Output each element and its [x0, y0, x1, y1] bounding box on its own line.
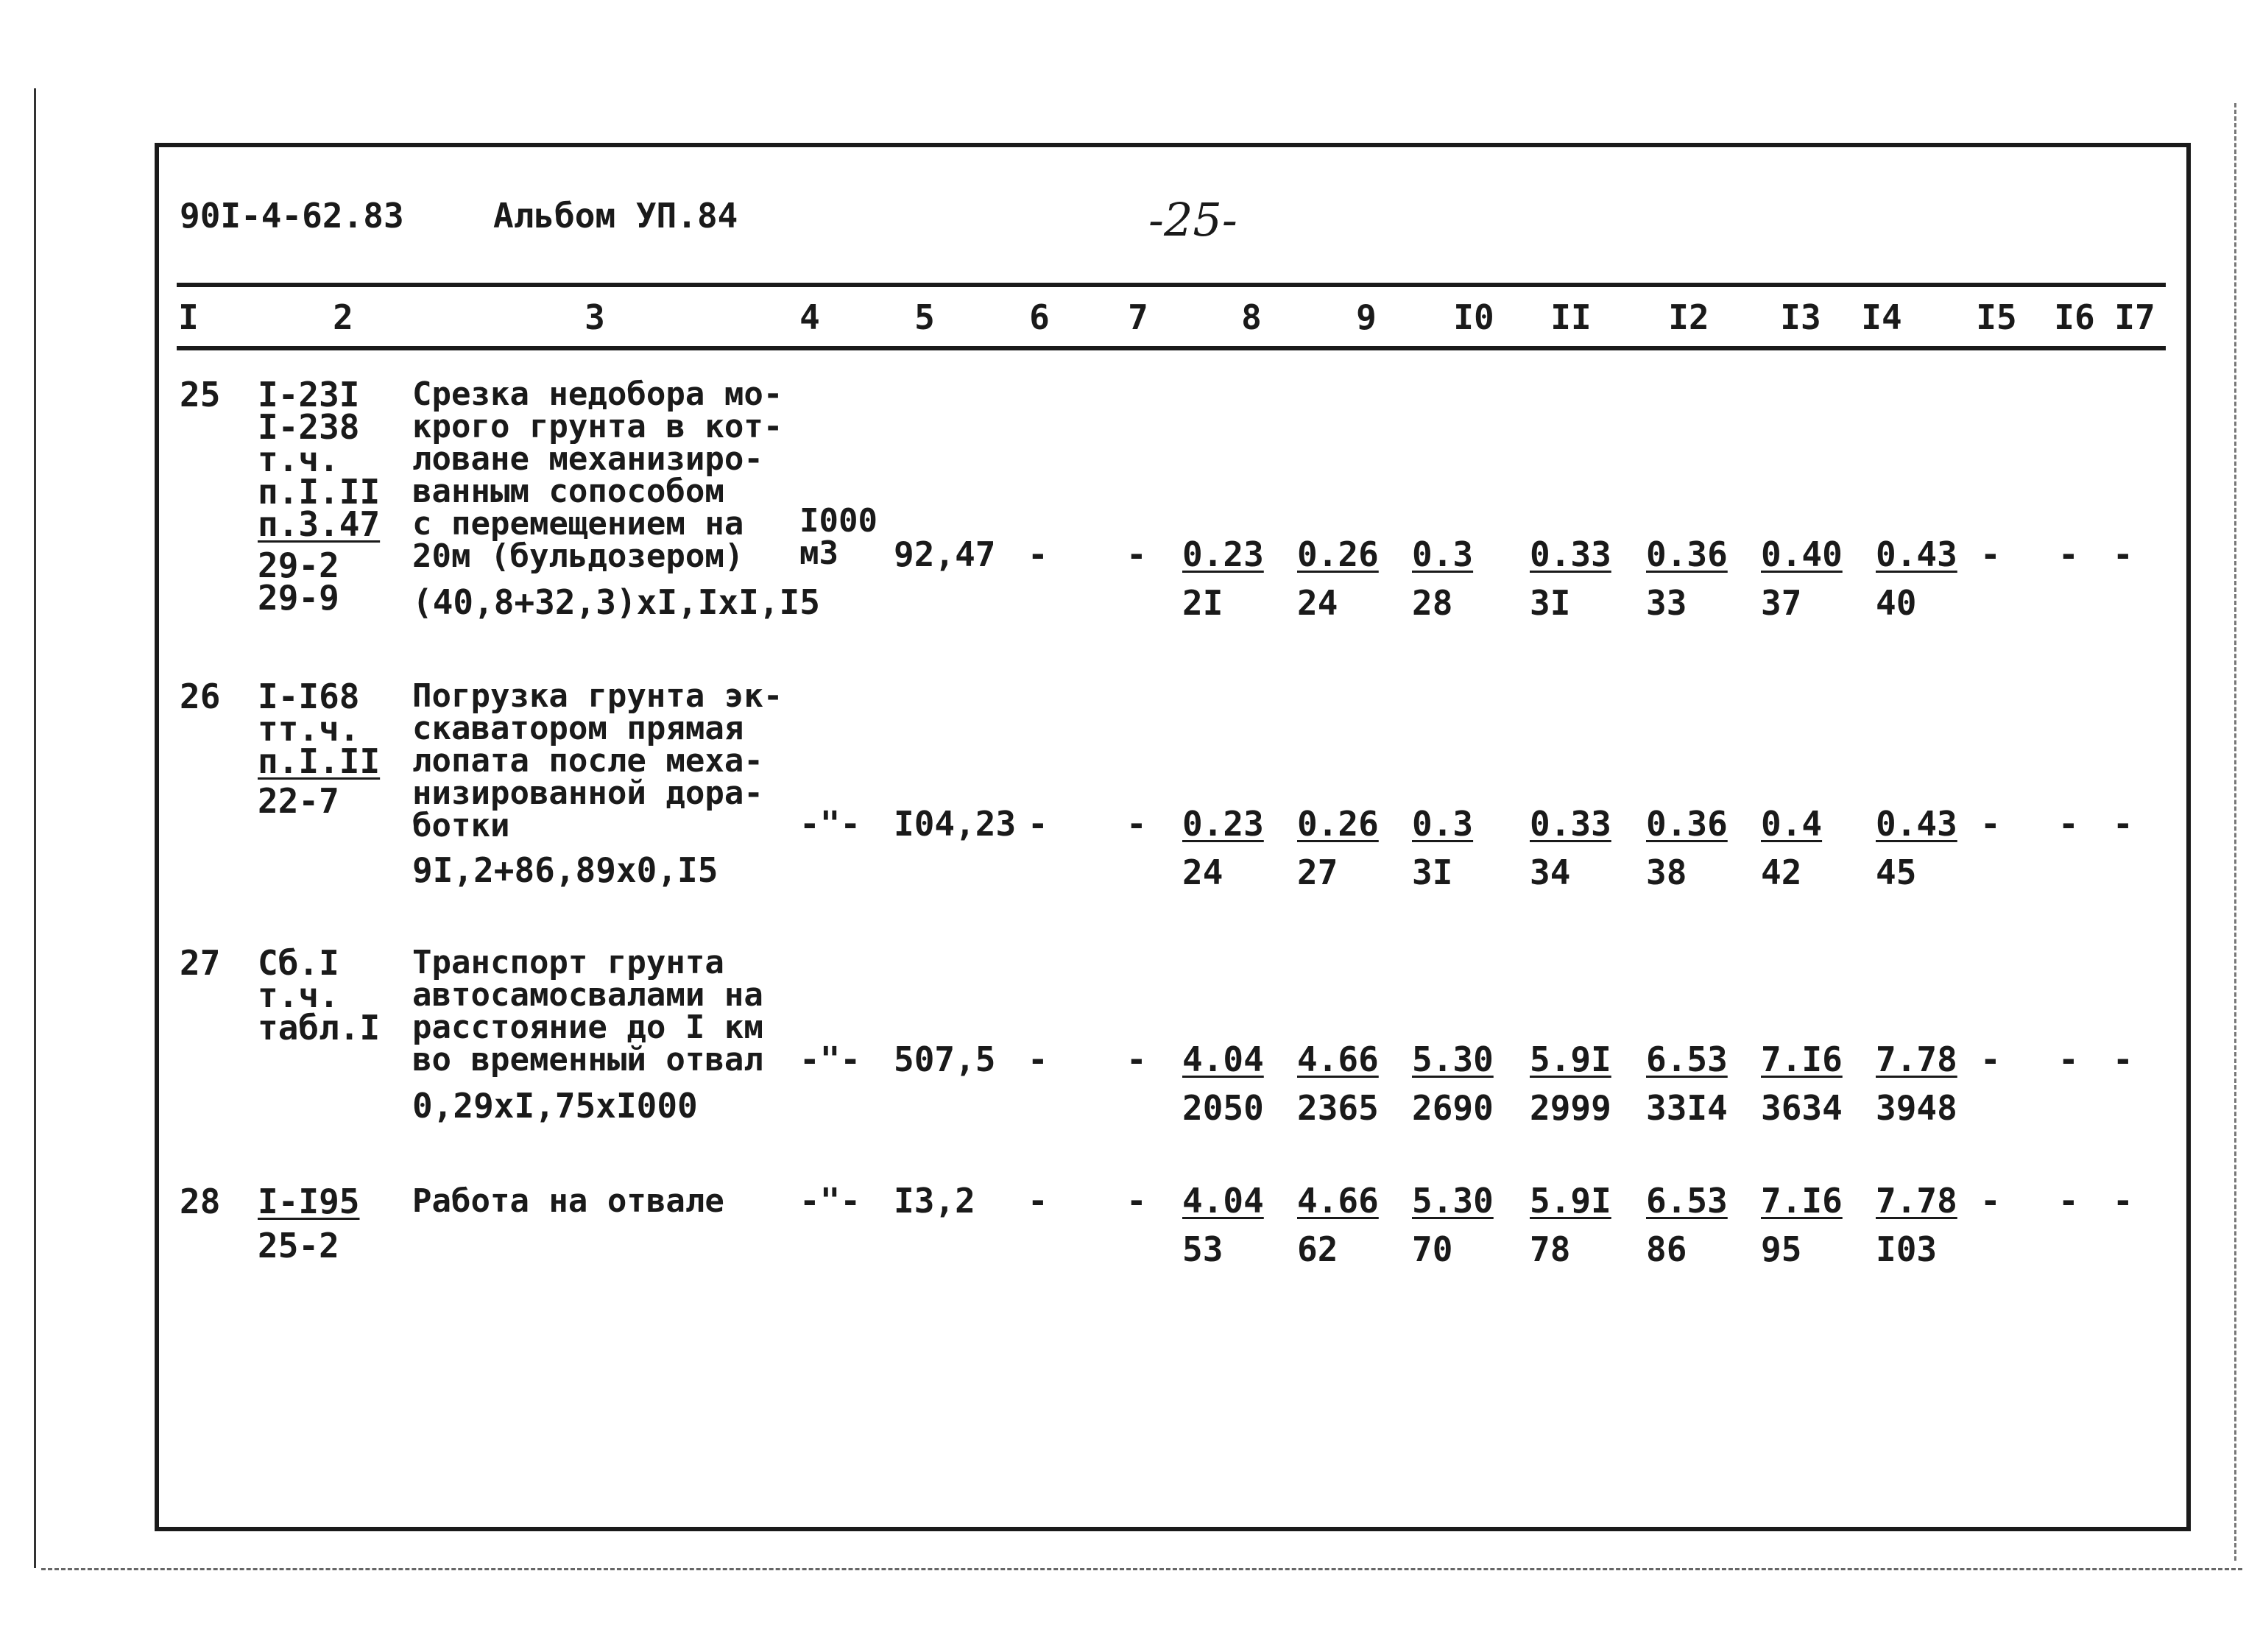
total-value: 33	[1646, 583, 1687, 623]
ref-line: табл.I	[258, 1008, 381, 1048]
norm-value: 0.33	[1530, 804, 1611, 844]
document-code: 90I-4-62.83	[180, 196, 404, 236]
column-header: I6	[2054, 297, 2095, 337]
col7-value: -	[1126, 804, 1147, 844]
norm-value: 0.33	[1530, 534, 1611, 574]
norm-value: 0.23	[1182, 534, 1264, 574]
col17-value: -	[2113, 804, 2133, 844]
norm-value: 7.I6	[1761, 1181, 1843, 1221]
column-header: 2	[333, 297, 353, 337]
row-number: 27	[180, 943, 221, 983]
col7-value: -	[1126, 1039, 1147, 1079]
column-header: 7	[1128, 297, 1148, 337]
bottom-edge-line	[41, 1568, 2242, 1570]
norm-value: 5.9I	[1530, 1039, 1611, 1079]
col7-value: -	[1126, 534, 1147, 574]
ref-line: Сб.I	[258, 943, 339, 983]
col15-value: -	[1980, 1039, 2001, 1079]
col17-value: -	[2113, 534, 2133, 574]
norm-value: 0.23	[1182, 804, 1264, 844]
total-value: 62	[1297, 1229, 1338, 1269]
norm-value: 4.04	[1182, 1039, 1264, 1079]
work-description: Работа на отвале	[412, 1182, 724, 1220]
total-value: 38	[1646, 853, 1687, 892]
col16-value: -	[2058, 534, 2079, 574]
column-header: 3	[585, 297, 605, 337]
total-value: 34	[1530, 853, 1571, 892]
total-value: 33I4	[1646, 1088, 1728, 1128]
total-value: 27	[1297, 853, 1338, 892]
norm-value: 7.I6	[1761, 1039, 1843, 1079]
norm-value: 4.66	[1297, 1181, 1379, 1221]
quantity: I3,2	[894, 1181, 975, 1221]
column-header: 9	[1356, 297, 1377, 337]
norm-value: 0.4	[1761, 804, 1823, 844]
column-header: II	[1550, 297, 1592, 337]
total-value: 37	[1761, 583, 1802, 623]
ref-line: 25-2	[258, 1226, 339, 1266]
norm-value: 7.78	[1876, 1181, 1957, 1221]
col16-value: -	[2058, 1039, 2079, 1079]
column-header: I3	[1780, 297, 1821, 337]
calc-formula: 0,29хI,75хI000	[412, 1086, 698, 1126]
ref-line: 29-2	[258, 546, 339, 585]
col6-value: -	[1028, 534, 1048, 574]
page-number: -25-	[1148, 193, 1237, 247]
total-value: 53	[1182, 1229, 1223, 1269]
norm-value: 0.36	[1646, 534, 1728, 574]
total-value: 95	[1761, 1229, 1802, 1269]
ref-line: п.3.47	[258, 504, 381, 544]
total-value: 2365	[1297, 1088, 1379, 1128]
column-header: I2	[1668, 297, 1709, 337]
col6-value: -	[1028, 1039, 1048, 1079]
total-value: 2I	[1182, 583, 1223, 623]
total-value: 2690	[1412, 1088, 1494, 1128]
column-header: 6	[1029, 297, 1050, 337]
row-number: 25	[180, 375, 221, 414]
total-value: 3I	[1412, 853, 1453, 892]
norm-value: 6.53	[1646, 1181, 1728, 1221]
norm-value: 5.9I	[1530, 1181, 1611, 1221]
total-value: 24	[1182, 853, 1223, 892]
column-header: I7	[2114, 297, 2155, 337]
column-header: I5	[1976, 297, 2017, 337]
total-value: 45	[1876, 853, 1917, 892]
unit: -"-	[799, 1181, 861, 1221]
column-header: 4	[799, 297, 820, 337]
ref-line: 22-7	[258, 781, 339, 821]
col17-value: -	[2113, 1181, 2133, 1221]
unit: I000 м3	[799, 502, 877, 572]
ref-line: I-I68	[258, 677, 360, 716]
norm-value: 0.3	[1412, 804, 1474, 844]
norm-value: 5.30	[1412, 1181, 1494, 1221]
work-description: Срезка недобора мо- крого грунта в кот- ловане механизиро- ванным сопособом с перемещением на 20м (бульдозером)	[412, 375, 783, 575]
total-value: 3948	[1876, 1088, 1957, 1128]
norm-value: 0.3	[1412, 534, 1474, 574]
norm-value: 0.43	[1876, 804, 1957, 844]
col15-value: -	[1980, 804, 2001, 844]
total-value: 40	[1876, 583, 1917, 623]
column-header: I4	[1861, 297, 1902, 337]
row-number: 28	[180, 1182, 221, 1221]
work-description: Погрузка грунта эк- скаватором прямая лопата после меха- низированной дора- ботки	[412, 677, 783, 844]
ref-line: п.I.II	[258, 472, 381, 512]
unit: -"-	[799, 804, 861, 844]
total-value: 42	[1761, 853, 1802, 892]
total-value: 3634	[1761, 1088, 1843, 1128]
total-value: 78	[1530, 1229, 1571, 1269]
column-header: 8	[1241, 297, 1262, 337]
ref-line: 29-9	[258, 578, 339, 618]
row-number: 26	[180, 677, 221, 716]
quantity: I04,23	[894, 804, 1017, 844]
col16-value: -	[2058, 804, 2079, 844]
col15-value: -	[1980, 534, 2001, 574]
norm-value: 0.43	[1876, 534, 1957, 574]
col6-value: -	[1028, 804, 1048, 844]
ref-line: I-23I	[258, 375, 360, 414]
total-value: I03	[1876, 1229, 1938, 1269]
calc-formula: 9I,2+86,89х0,I5	[412, 850, 718, 890]
total-value: 86	[1646, 1229, 1687, 1269]
calc-formula: (40,8+32,3)хI,IхI,I5	[412, 582, 820, 622]
norm-value: 4.66	[1297, 1039, 1379, 1079]
total-value: 2999	[1530, 1088, 1611, 1128]
norm-value: 0.26	[1297, 804, 1379, 844]
total-value: 28	[1412, 583, 1453, 623]
col17-value: -	[2113, 1039, 2133, 1079]
col16-value: -	[2058, 1181, 2079, 1221]
norm-value: 5.30	[1412, 1039, 1494, 1079]
column-header: I	[178, 297, 199, 337]
ref-line: I-238	[258, 407, 360, 447]
total-value: 24	[1297, 583, 1338, 623]
col7-value: -	[1126, 1181, 1147, 1221]
total-value: 70	[1412, 1229, 1453, 1269]
quantity: 507,5	[894, 1039, 996, 1079]
ref-line: п.I.II	[258, 741, 381, 781]
work-description: Транспорт грунта автосамосвалами на расстояние до I км во временный отвал	[412, 944, 763, 1079]
column-header: I0	[1453, 297, 1494, 337]
norm-value: 6.53	[1646, 1039, 1728, 1079]
col15-value: -	[1980, 1181, 2001, 1221]
column-header: 5	[914, 297, 935, 337]
ref-line: тт.ч.	[258, 709, 360, 749]
norm-value: 7.78	[1876, 1039, 1957, 1079]
header-top-rule	[177, 283, 2166, 287]
norm-value: 4.04	[1182, 1181, 1264, 1221]
quantity: 92,47	[894, 534, 996, 574]
norm-value: 0.26	[1297, 534, 1379, 574]
left-edge-line	[34, 88, 36, 1568]
ref-line: т.ч.	[258, 440, 339, 479]
ref-line: I-I95	[258, 1182, 360, 1221]
norm-value: 0.36	[1646, 804, 1728, 844]
ref-line: т.ч.	[258, 975, 339, 1015]
col6-value: -	[1028, 1181, 1048, 1221]
norm-value: 0.40	[1761, 534, 1843, 574]
unit: -"-	[799, 1039, 861, 1079]
total-value: 3I	[1530, 583, 1571, 623]
total-value: 2050	[1182, 1088, 1264, 1128]
album-label: Альбом УП.84	[493, 196, 738, 236]
right-edge-line	[2234, 103, 2236, 1561]
header-bottom-rule	[177, 346, 2166, 350]
